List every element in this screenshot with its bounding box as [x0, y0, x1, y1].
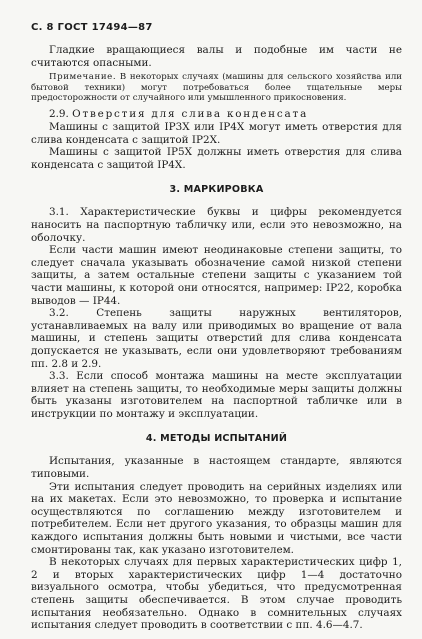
paragraph-2-9-a: Машины с защитой IP3X или IP4X могут иметь отверстия для слива конденсата с защитой IP2X.	[31, 121, 402, 146]
paragraph-2-9-b: Машины с защитой IP5X должны иметь отверстия для слива конденсата с защитой IP4X.	[31, 146, 402, 171]
note-paragraph	[31, 72, 402, 103]
note-text: В некоторых случаях (машины для сельского хозяйства или бытовой техники) могут потребоваться более тщательные меры предосторожности от случайного или умышленного прикосновения.	[31, 72, 403, 103]
paragraph-3-1: 3.1. Характеристические буквы и цифры рекомендуется наносить на паспортную табличку или, если это невозможно, на оболочку.	[31, 206, 402, 244]
paragraph-4-b: Эти испытания следует проводить на серийных изделиях или на их макетах. Если это невозможно, то проверка и испытание осуществляются по соглашению между изготовителем и потребителем. Если нет другого указания, то образцы машин для каждого испытания должны быть новыми и чистыми, все части смонтированы так, как указано изготовителем.	[31, 480, 402, 556]
page-header: С. 8 ГОСТ 17494—87	[31, 22, 153, 33]
paragraph-4-c: В некоторых случаях для первых характеристических цифр 1, 2 и вторых характеристических цифр 1—4 достаточно визуального осмотра, чтобы убедиться, что предусмотренная степень защиты обеспечивается. В этом случае проводить испытания необязательно. Однако в сомнительных случаях испытания следует проводить в соответствии с пп. 4.6—4.7.	[31, 556, 402, 632]
paragraph-3-2: 3.2. Степень защиты наружных вентиляторов, устанавливаемых на валу или приводимых во вращение от вала машины, и степень защиты отверстий для слива конденсата допускается не указывать, если они удовлетворяют требованиям пп. 2.8 и 2.9.	[31, 307, 402, 370]
section-2-9-heading	[31, 108, 402, 121]
paragraph-smooth-shafts: Гладкие вращающиеся валы и подобные им части не считаются опасными.	[31, 44, 402, 69]
note-label: Примечание.	[49, 72, 117, 83]
paragraph-3-3: 3.3. Если способ монтажа машины на месте эксплуатации влияет на степень защиты, то необходимые меры защиты должны быть указаны изготовителем на паспортной табличке или в инструкции по монтажу и эксплуатации.	[31, 370, 402, 420]
section-4-heading: 4. МЕТОДЫ ИСПЫТАНИЙ	[145, 433, 288, 445]
section-2-9-title: Отверстия для слива конденсата	[72, 108, 309, 121]
section-3-heading: 3. МАРКИРОВКА	[169, 184, 264, 196]
section-2-9-number: 2.9.	[49, 108, 69, 121]
paragraph-3-1-b: Если части машин имеют неодинаковые степени защиты, то следует сначала указывать обозначение самой низкой степени защиты, а затем остальные степени защиты с указанием той части машины, к которой они относятся, например: IP22, коробка выводов — IP44.	[31, 244, 402, 307]
paragraph-4-a: Испытания, указанные в настоящем стандарте, являются типовыми.	[31, 455, 402, 481]
